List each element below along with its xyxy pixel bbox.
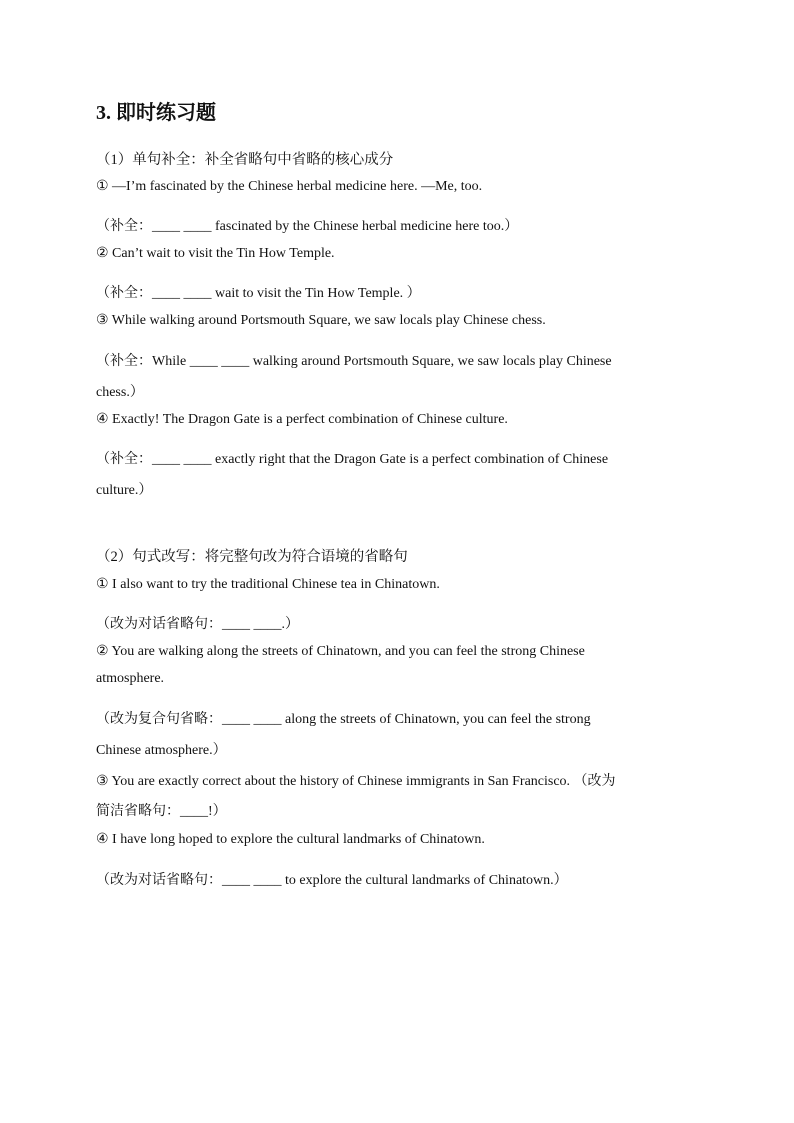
section2-line: atmosphere. [96,671,165,686]
section2-line: （改为对话省略句：____ ____ to explore the cultural landmarks of Chinatown.） [96,873,568,888]
section2-line: ③ You are exactly correct about the history of Chinese immigrants in San Francisco. （改为 [96,774,616,789]
exercise-title: 3. 即时练习题 [96,102,216,124]
section1-line: ④ Exactly! The Dragon Gate is a perfect combination of Chinese culture. [96,412,508,427]
section1-line: ③ While walking around Portsmouth Square, we saw locals play Chinese chess. [96,313,546,328]
section2-line: （改为复合句省略：____ ____ along the streets of Chinatown, you can feel the strong [96,712,591,727]
section1-heading: （1）单句补全：补全省略句中省略的核心成分 [96,152,394,168]
section2-line: ② You are walking along the streets of Chinatown, and you can feel the strong Chinese [96,644,585,659]
section1-line: （补全：____ ____ exactly right that the Dragon Gate is a perfect combination of Chinese [96,452,609,467]
section2-line: （改为对话省略句：____ ____.） [96,617,299,632]
section1-line: （补全：While ____ ____ walking around Portsmouth Square, we saw locals play Chinese [96,354,612,369]
section1-line: ② Can’t wait to visit the Tin How Temple. [96,246,335,261]
section2-line: Chinese atmosphere.） [96,743,227,758]
section1-line: chess.） [96,385,144,400]
section1-line: ① —I’m fascinated by the Chinese herbal medicine here. —Me, too. [96,179,483,194]
section2-line: ④ I have long hoped to explore the cultural landmarks of Chinatown. [96,832,485,847]
section2-line: ① I also want to try the traditional Chinese tea in Chinatown. [96,577,440,592]
section1-line: （补全：____ ____ wait to visit the Tin How Temple. ） [96,286,421,301]
section2-line: 简洁省略句：____!） [96,804,227,819]
section2-heading: （2）句式改写：将完整句改为符合语境的省略句 [96,549,408,565]
section1-line: culture.） [96,483,153,498]
section1-line: （补全：____ ____ fascinated by the Chinese herbal medicine here too.） [96,219,519,234]
